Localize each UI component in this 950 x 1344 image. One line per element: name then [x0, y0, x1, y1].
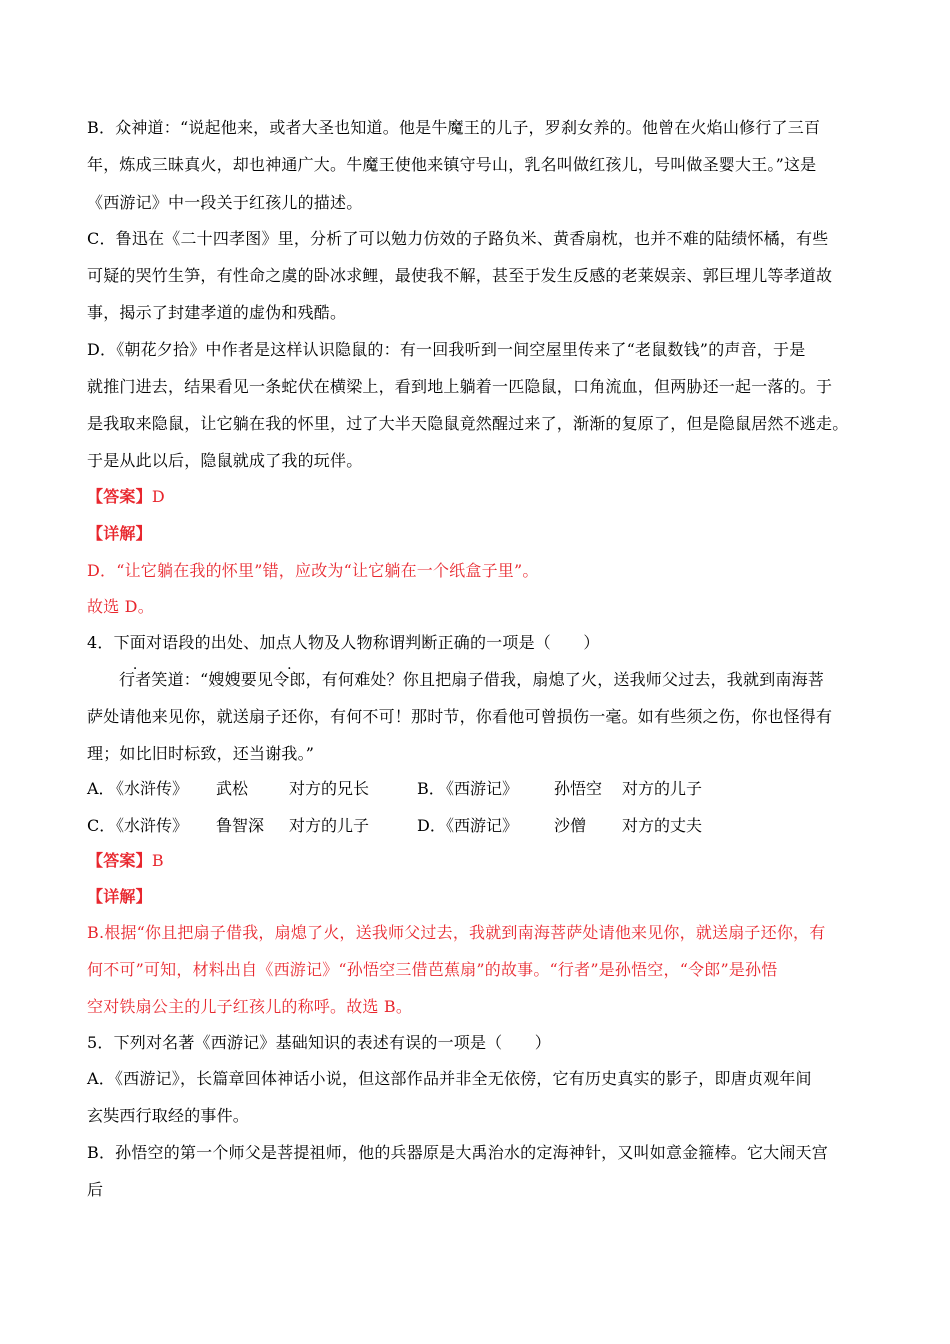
q4-detail-line3: 空对铁扇公主的儿子红孩儿的称呼。故选 B。	[87, 997, 413, 1016]
q5-stem: 5．下列对名著《西游记》基础知识的表述有误的一项是（ ）	[87, 1033, 551, 1052]
q4-passage-line3: 理；如比旧时标致，还当谢我。”	[87, 744, 315, 763]
q3-option-b-line2: 年，炼成三昧真火，却也神通广大。牛魔王使他来镇守号山，乳名叫做红孩儿，号叫做圣婴大王。”这是	[87, 155, 817, 174]
q4-detail-line2: 何不可”可知，材料出自《西游记》“孙悟空三借芭蕉扇”的故事。“行者”是孙悟空，“令郎”是孙悟	[87, 960, 778, 979]
q4-detail-label: 【详解】	[87, 887, 152, 906]
passage-text: ，有何难处？你且把扇子借我，扇熄了火，送我师父过去，我就到南海菩	[305, 670, 824, 689]
q4-passage-line1	[119, 669, 824, 691]
q3-option-c-line2: 可疑的哭竹生笋，有性命之虞的卧冰求鲤，最使我不解，甚至于发生反感的老莱娱亲、郭巨埋儿等孝道故	[87, 266, 833, 285]
option-person: 孙悟空	[554, 779, 603, 798]
q3-detail: D．“让它躺在我的怀里”错，应改为“让它躺在一个纸盒子里”。	[87, 561, 539, 580]
answer-label: 【答案】	[87, 851, 152, 870]
answer-label: 【答案】	[87, 487, 152, 506]
q4-detail-line1: B.根据“你且把扇子借我，扇熄了火，送我师父过去，我就到南海菩萨处请他来见你，就送扇子还你，有	[87, 923, 826, 942]
q4-option-c	[87, 815, 370, 837]
dotted-person: 行者	[119, 670, 152, 689]
q3-option-d-line3: 是我取来隐鼠，让它躺在我的怀里，过了大半天隐鼠竟然醒过来了，渐渐的复原了，但是隐鼠居然不逃走。	[87, 414, 849, 433]
q3-option-c-line3	[87, 302, 346, 324]
q4-option-d	[417, 815, 703, 837]
q5-option-b-line1: B．孙悟空的第一个师父是菩提祖师，他的兵器原是大禹治水的定海神针，又叫如意金箍棒。它大闹天宫	[87, 1143, 828, 1162]
q4-passage-line2: 萨处请他来见你，就送扇子还你，有何不可！那时节，你看他可曾损伤一毫。如有些须之伤，你也怪得有	[87, 707, 833, 726]
q3-option-b-line1: B．众神道：“说起他来，或者大圣也知道。他是牛魔王的儿子，罗刹女养的。他曾在火焰山修行了三百	[87, 118, 821, 137]
text: 事，揭示了封建孝道的虚伪和残酷。	[87, 303, 347, 322]
q3-option-c-line1: C．鲁迅在《二十四孝图》里，分析了可以勉力仿效的子路负米、黄香扇枕，也并不难的陆绩怀橘，有些	[87, 229, 829, 248]
q3-answer	[87, 486, 165, 508]
option-person: 沙僧	[554, 816, 587, 835]
q5-option-a-line1: A．《西游记》，长篇章回体神话小说，但这部作品并非全无依傍，它有历史真实的影子，即唐贞观年间	[87, 1069, 812, 1088]
option-title: 对方的儿子	[289, 816, 370, 835]
option-person: 鲁智深	[216, 816, 265, 835]
q4-stem: 4．下面对语段的出处、加点人物及人物称谓判断正确的一项是（ ）	[87, 633, 600, 652]
q3-option-d-line2: 就推门进去，结果看见一条蛇伏在横梁上，看到地上躺着一匹隐鼠，口角流血，但两胁还一起一落的。于	[87, 377, 833, 396]
option-letter: B．	[417, 779, 445, 798]
answer-value: D	[151, 487, 165, 506]
option-book: 《西游记》	[438, 816, 519, 835]
q3-option-d-line4	[87, 450, 362, 472]
option-book: 《水浒传》	[108, 816, 189, 835]
text: 于是从此以后，隐鼠就成了我的玩伴。	[87, 451, 363, 470]
option-letter: D．	[417, 816, 446, 835]
option-book: 《水浒传》	[108, 779, 189, 798]
option-book: 《西游记》	[438, 779, 519, 798]
option-title: 对方的兄长	[289, 779, 370, 798]
text: 《西游记》中一段关于红孩儿的描述。	[87, 193, 363, 212]
q3-detail-label: 【详解】	[87, 524, 152, 543]
option-person: 武松	[216, 779, 249, 798]
q5-option-a-line2: 玄奘西行取经的事件。	[87, 1106, 250, 1125]
passage-text: 笑道：“嫂嫂要见	[151, 670, 274, 689]
option-letter: A．	[87, 779, 115, 798]
q5-option-b-line2: 后	[87, 1180, 104, 1199]
option-letter: C．	[87, 816, 116, 835]
answer-value: B	[151, 851, 164, 870]
q4-option-a	[87, 778, 370, 800]
option-title: 对方的丈夫	[622, 816, 703, 835]
q3-option-d-line1: D．《朝花夕拾》中作者是这样认识隐鼠的：有一回我听到一间空屋里传来了“老鼠数钱”的声音，于是	[87, 340, 806, 359]
q4-option-b	[417, 778, 703, 800]
q3-conclusion: 故选 D。	[87, 597, 154, 616]
q4-answer	[87, 850, 164, 872]
dotted-title: 令郎	[273, 670, 306, 689]
option-title: 对方的儿子	[622, 779, 703, 798]
q3-option-b-line3	[87, 192, 362, 214]
